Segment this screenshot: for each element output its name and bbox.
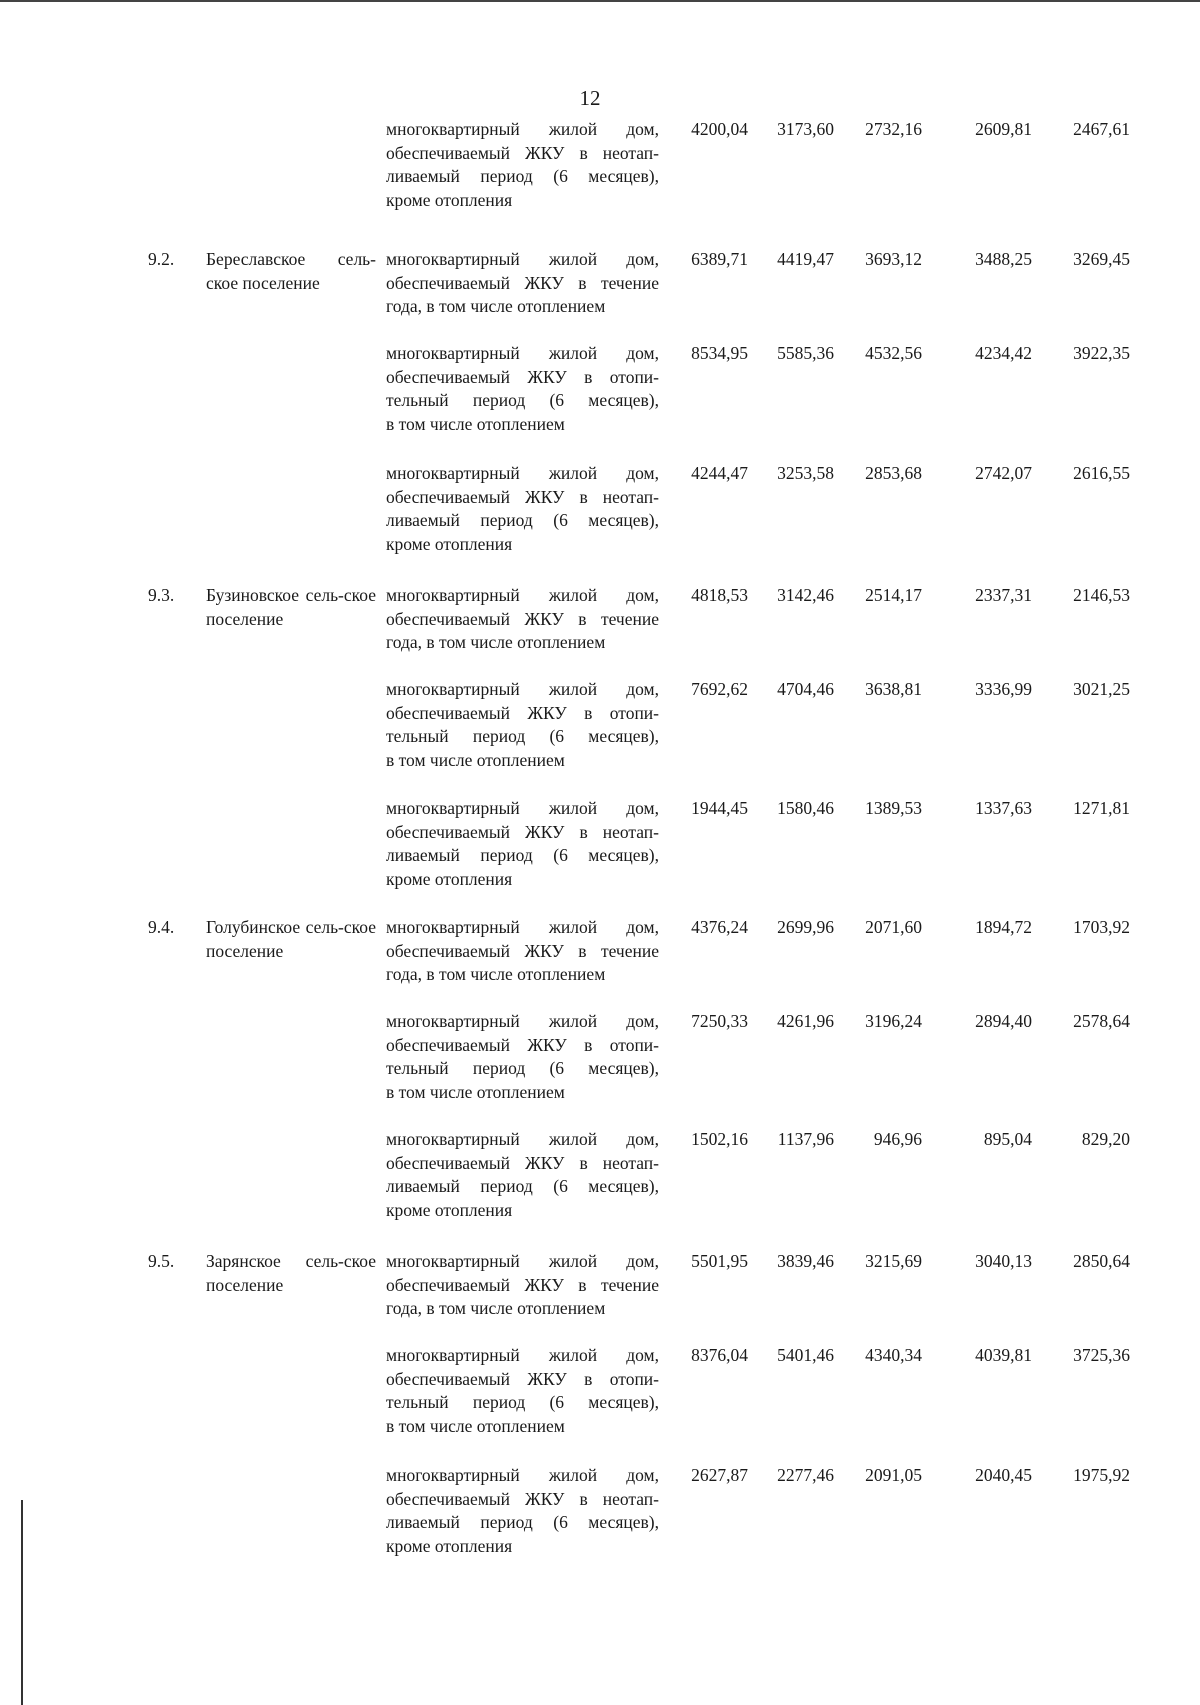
value-cell: 2616,55 [1073, 463, 1130, 483]
value-cell: 4376,24 [691, 917, 748, 937]
description-line: многоквартирный жилой дом, [386, 463, 659, 483]
value-cell: 1337,63 [975, 798, 1032, 818]
description-line: кроме отопления [386, 189, 513, 210]
description-line: кроме отопления [386, 868, 513, 889]
description-line: многоквартирный жилой дом, [386, 1345, 659, 1365]
value-cell: 4419,47 [777, 249, 834, 269]
row-number: 9.2. [148, 249, 175, 269]
housing-description [386, 118, 659, 212]
value-cell: 3693,12 [865, 249, 922, 269]
value-cell: 8534,95 [691, 343, 748, 363]
value-cell: 829,20 [1081, 1129, 1130, 1149]
description-line: многоквартирный жилой дом, [386, 679, 659, 699]
housing-description [386, 1010, 659, 1104]
value-cell: 2742,07 [975, 463, 1032, 483]
value-cell: 3040,13 [975, 1251, 1032, 1271]
description-line: обеспечиваемый ЖКУ в течение [386, 272, 659, 293]
settlement-name: Голубинское сель-ское поселение [206, 917, 376, 961]
value-cell: 1502,16 [691, 1129, 748, 1149]
description-line: обеспечиваемый ЖКУ в течение [386, 940, 659, 961]
value-cell: 4261,96 [777, 1011, 834, 1031]
housing-description [386, 584, 659, 655]
value-cell: 1975,92 [1073, 1465, 1130, 1485]
housing-description [386, 1250, 659, 1321]
description-line: обеспечиваемый ЖКУ в течение [386, 608, 659, 629]
description-line: обеспечиваемый ЖКУ в отопи- [386, 702, 659, 723]
settlement-name: Береславское сель-ское поселение [206, 249, 376, 293]
description-line: многоквартирный жилой дом, [386, 249, 659, 269]
description-line: многоквартирный жилой дом, [386, 1465, 659, 1485]
value-cell: 4200,04 [691, 119, 748, 139]
description-line: обеспечиваемый ЖКУ в неотап- [386, 486, 659, 507]
housing-description [386, 1344, 659, 1438]
value-cell: 4039,81 [975, 1345, 1032, 1365]
description-line: многоквартирный жилой дом, [386, 1011, 659, 1031]
value-cell: 1894,72 [975, 917, 1032, 937]
row-number: 9.3. [148, 585, 175, 605]
value-cell: 3839,46 [777, 1251, 834, 1271]
description-line: ливаемый период (6 месяцев), [386, 1512, 659, 1532]
value-cell: 5585,36 [777, 343, 834, 363]
description-line: многоквартирный жилой дом, [386, 119, 659, 139]
value-cell: 2609,81 [975, 119, 1032, 139]
value-cell: 4244,47 [691, 463, 748, 483]
value-cell: 4340,34 [865, 1345, 922, 1365]
housing-description [386, 797, 659, 891]
value-cell: 946,96 [873, 1129, 922, 1149]
row-number: 9.4. [148, 917, 175, 937]
left-scan-edge [21, 1500, 23, 1705]
row-number: 9.5. [148, 1251, 175, 1271]
value-cell: 3725,36 [1073, 1345, 1130, 1365]
description-line: обеспечиваемый ЖКУ в отопи- [386, 1034, 659, 1055]
value-cell: 2467,61 [1073, 119, 1130, 139]
value-cell: 4818,53 [691, 585, 748, 605]
housing-description [386, 342, 659, 436]
description-line: года, в том числе отоплением [386, 296, 606, 316]
housing-description [386, 1464, 659, 1558]
value-cell: 1703,92 [1073, 917, 1130, 937]
description-line: в том числе отоплением [386, 413, 565, 434]
housing-description [386, 678, 659, 772]
description-line: многоквартирный жилой дом, [386, 798, 659, 818]
value-cell: 2071,60 [865, 917, 922, 937]
value-cell: 4704,46 [777, 679, 834, 699]
description-line: многоквартирный жилой дом, [386, 917, 659, 937]
value-cell: 3173,60 [777, 119, 834, 139]
value-cell: 895,04 [983, 1129, 1032, 1149]
value-cell: 1271,81 [1073, 798, 1130, 818]
value-cell: 3021,25 [1073, 679, 1130, 699]
value-cell: 2514,17 [865, 585, 922, 605]
value-cell: 2627,87 [691, 1465, 748, 1485]
description-line: многоквартирный жилой дом, [386, 585, 659, 605]
description-line: ливаемый период (6 месяцев), [386, 510, 659, 530]
value-cell: 2894,40 [975, 1011, 1032, 1031]
description-line: ливаемый период (6 месяцев), [386, 845, 659, 865]
value-cell: 3196,24 [865, 1011, 922, 1031]
value-cell: 3215,69 [865, 1251, 922, 1271]
description-line: обеспечиваемый ЖКУ в течение [386, 1274, 659, 1295]
value-cell: 1580,46 [777, 798, 834, 818]
description-line: обеспечиваемый ЖКУ в отопи- [386, 366, 659, 387]
value-cell: 3336,99 [975, 679, 1032, 699]
value-cell: 3269,45 [1073, 249, 1130, 269]
top-scan-edge [0, 0, 1200, 2]
description-line: тельный период (6 месяцев), [386, 726, 659, 746]
value-cell: 3488,25 [975, 249, 1032, 269]
description-line: года, в том числе отоплением [386, 1298, 606, 1318]
description-line: тельный период (6 месяцев), [386, 1058, 659, 1078]
value-cell: 3922,35 [1073, 343, 1130, 363]
value-cell: 2091,05 [865, 1465, 922, 1485]
description-line: обеспечиваемый ЖКУ в неотап- [386, 142, 659, 163]
page-number: 12 [579, 86, 601, 110]
value-cell: 2699,96 [777, 917, 834, 937]
value-cell: 7250,33 [691, 1011, 748, 1031]
description-line: ливаемый период (6 месяцев), [386, 166, 659, 186]
value-cell: 5401,46 [777, 1345, 834, 1365]
value-cell: 4532,56 [865, 343, 922, 363]
description-line: года, в том числе отоплением [386, 964, 606, 984]
description-line: кроме отопления [386, 533, 513, 554]
value-cell: 2578,64 [1073, 1011, 1130, 1031]
value-cell: 2040,45 [975, 1465, 1032, 1485]
value-cell: 1944,45 [691, 798, 748, 818]
value-cell: 3638,81 [865, 679, 922, 699]
housing-description [386, 462, 659, 556]
value-cell: 2853,68 [865, 463, 922, 483]
value-cell: 2277,46 [777, 1465, 834, 1485]
housing-description [386, 916, 659, 987]
value-cell: 6389,71 [691, 249, 748, 269]
description-line: многоквартирный жилой дом, [386, 1129, 659, 1149]
value-cell: 3253,58 [777, 463, 834, 483]
description-line: обеспечиваемый ЖКУ в неотап- [386, 821, 659, 842]
value-cell: 7692,62 [691, 679, 748, 699]
value-cell: 5501,95 [691, 1251, 748, 1271]
housing-description [386, 1128, 659, 1222]
description-line: кроме отопления [386, 1535, 513, 1556]
value-cell: 3142,46 [777, 585, 834, 605]
description-line: в том числе отоплением [386, 1415, 565, 1436]
description-line: обеспечиваемый ЖКУ в неотап- [386, 1152, 659, 1173]
description-line: многоквартирный жилой дом, [386, 1251, 659, 1271]
description-line: в том числе отоплением [386, 749, 565, 770]
value-cell: 2337,31 [975, 585, 1032, 605]
value-cell: 8376,04 [691, 1345, 748, 1365]
housing-description [386, 248, 659, 319]
description-line: многоквартирный жилой дом, [386, 343, 659, 363]
value-cell: 2732,16 [865, 119, 922, 139]
description-line: года, в том числе отоплением [386, 632, 606, 652]
settlement-name: Зарянское сель-ское поселение [206, 1251, 376, 1295]
description-line: обеспечиваемый ЖКУ в неотап- [386, 1488, 659, 1509]
description-line: кроме отопления [386, 1199, 513, 1220]
value-cell: 1137,96 [777, 1129, 834, 1149]
value-cell: 2850,64 [1073, 1251, 1130, 1271]
value-cell: 2146,53 [1073, 585, 1130, 605]
description-line: тельный период (6 месяцев), [386, 390, 659, 410]
description-line: ливаемый период (6 месяцев), [386, 1176, 659, 1196]
settlement-name: Бузиновское сель-ское поселение [206, 585, 376, 629]
description-line: в том числе отоплением [386, 1081, 565, 1102]
value-cell: 4234,42 [975, 343, 1032, 363]
description-line: тельный период (6 месяцев), [386, 1392, 659, 1412]
description-line: обеспечиваемый ЖКУ в отопи- [386, 1368, 659, 1389]
value-cell: 1389,53 [865, 798, 922, 818]
